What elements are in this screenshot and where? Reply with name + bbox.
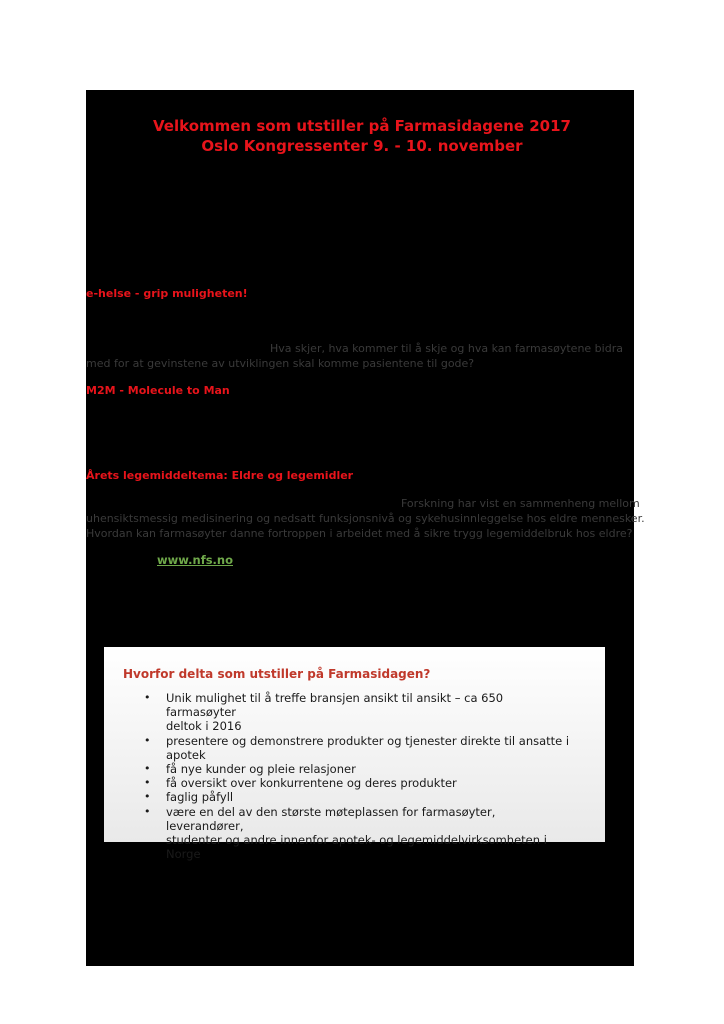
list-item [144,691,574,734]
list-item-line: Unik mulighet til å treffe bransjen ansikt til ansikt – ca 650 farmasøyter [166,691,504,720]
reasons-list [144,691,574,861]
exhibitor-reasons-box [104,647,605,862]
list-item-line: faglig påfyll [166,790,234,805]
bullet-icon: • [144,691,151,704]
list-item-line: få nye kunder og pleie relasjoner [166,762,356,777]
bullet-icon: • [144,776,151,790]
section-heading-ehelse: e-helse - grip muligheten! [86,287,248,300]
list-item-line: studenter og andre innenfor apotek- og legemiddelvirksomheten i Norge [166,833,547,862]
list-item-line: deltok i 2016 [166,719,242,734]
list-item [144,805,574,862]
ehelse-text-line-2: med for at gevinstene av utviklingen skal komme pasientene til gode? [86,357,475,370]
legemiddel-text-line-1: Forskning har vist en sammenheng mellom [401,497,640,510]
list-item [144,776,574,790]
ehelse-text-line-1: Hva skjer, hva kommer til å skje og hva kan farmasøytene bidra [270,342,623,355]
list-item-line: få oversikt over konkurrentene og deres produkter [166,776,457,791]
bullet-icon: • [144,733,151,747]
legemiddel-text-line-3: Hvordan kan farmasøyter danne fortroppen i arbeidet med å sikre trygg legemiddelbruk hos eldre? [86,527,633,540]
list-item-line: apotek [166,747,206,762]
list-item-line: være en del av den største møteplassen for farmasøyter, leverandører, [166,804,496,833]
title-line-2: Oslo Kongressenter 9. - 10. november [201,137,523,155]
list-item-line: presentere og demonstrere produkter og tjenester direkte til ansatte i [166,733,570,748]
title-line-1: Velkommen som utstiller på Farmasidagene 2017 [153,117,571,135]
bullet-icon: • [144,762,151,776]
list-item [144,734,574,762]
bullet-icon: • [144,804,151,818]
box-title: Hvorfor delta som utstiller på Farmasidagen? [123,667,431,681]
page-title [0,116,724,156]
legemiddel-text-line-2: uhensiktsmessig medisinering og nedsatt funksjonsnivå og sykehusinnleggelse hos eldre mennesker. [86,512,645,525]
section-heading-legemiddeltema: Årets legemiddeltema: Eldre og legemidler [86,469,354,482]
list-item [144,762,574,776]
section-heading-m2m: M2M - Molecule to Man [86,384,230,397]
nfs-website-link[interactable]: www.nfs.no [157,553,233,567]
bullet-icon: • [144,790,151,804]
list-item [144,790,574,804]
